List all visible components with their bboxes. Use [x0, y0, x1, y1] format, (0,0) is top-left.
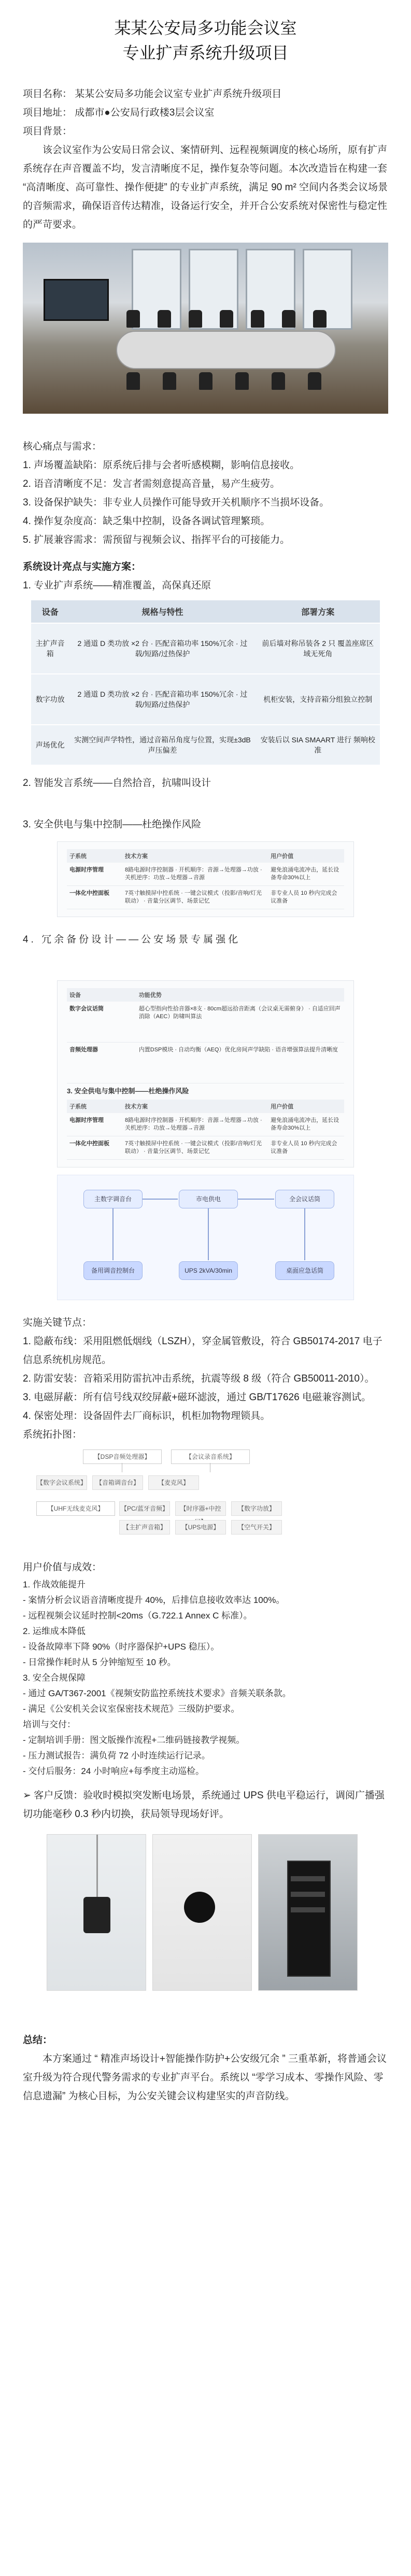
- need-item: 3. 设备保护缺失：非专业人员操作可能导致开关机顺序不当损坏设备。: [23, 497, 330, 508]
- topology-node: 【主扩声音箱】: [119, 1520, 170, 1535]
- flow-arrow: [238, 1199, 274, 1200]
- display-screen: [44, 279, 109, 321]
- speaker-spec-table: [31, 600, 380, 765]
- section-1-heading: 1. 专业扩声系统——精准覆盖，高保真还原: [23, 580, 211, 591]
- project-name: 项目名称： 某某公安局多功能会议室专业扩声系统升级项目: [23, 89, 282, 100]
- table-row: 电源时序管理 8路电源时序控制器 · 开机顺序：音源→处理器→功放 · 关机逆序：功放→处理器→音源 避免浪涌电流冲击，延长设备寿命30%以上: [67, 1113, 344, 1136]
- chair: [282, 310, 295, 328]
- chair: [126, 310, 140, 328]
- screenshot-subheading: 3. 安全供电与集中控制——杜绝操作风险: [67, 1087, 189, 1095]
- chair: [235, 372, 249, 390]
- value-item: 培训与交付：: [23, 1720, 76, 1729]
- value-item: - 设备故障率下降 90%（时序器保护+UPS 稳压）。: [23, 1642, 220, 1652]
- flow-node: 主数字调音台: [83, 1190, 143, 1208]
- topology-node: 【数字会议系统】: [36, 1475, 87, 1490]
- chair: [220, 310, 233, 328]
- value-item: 3. 安全合规保障: [23, 1673, 86, 1683]
- flow-arrow: [143, 1199, 178, 1200]
- table-row: 主扩声音箱 2 通道 D 类功放 ×2 台 · 匹配音箱功率 150%冗余 · 过载/短路/过热保护 前后墙对称吊装各 2 只 覆盖座席区域无死角: [31, 623, 380, 674]
- customer-feedback: ➢ 客户反馈：验收时模拟突发断电场景，系统通过 UPS 供电平稳运行，调阅广播强切功能毫秒 0.3 秒内切换，获局领导现场好评。: [23, 1790, 385, 1820]
- system-topology-diagram: [36, 1449, 375, 1531]
- tech-heading: 实施关键节点：: [23, 1317, 92, 1328]
- value-item: - 远程视频会议延时控制<20ms（G.722.1 Annex C 标准）。: [23, 1611, 252, 1621]
- value-item: - 通过 GA/T367-2001《视频安防监控系统技术要求》音频关联条款。: [23, 1688, 291, 1698]
- equipment-photos: [47, 1834, 364, 1990]
- chair: [189, 310, 202, 328]
- flow-arrow: [112, 1208, 114, 1260]
- chair: [251, 310, 264, 328]
- summary-heading: 总结：: [23, 2035, 53, 2046]
- value-item: - 定制培训手册：图文版操作流程+二维码链接教学视频。: [23, 1735, 245, 1745]
- need-item: 1. 声场覆盖缺陷：原系统后排与会者听感模糊，影响信息接收。: [23, 460, 300, 471]
- tech-item: 4. 保密处理：设备固件去厂商标识，机柜加物物理锁具。: [23, 1411, 271, 1421]
- flow-arrow: [304, 1208, 305, 1260]
- table-row: 数字会议话筒 超心型指向性拾音器×8支 · 80cm超远拾音距离（会议桌无需俯身） · 自适应回声消除（AEC）防啸叫算法: [67, 1002, 344, 1043]
- window-shape: [303, 249, 352, 330]
- power-control-screenshot: 子系统 技术方案 用户价值 电源时序管理 8路电源时序控制器 · 开机顺序：音源→处理器→功放 · 关机逆序：功放→处理器→音源 避免浪涌电流冲击，延长设备寿命30%以上 一体化中控面板 7英寸触摸屏中控系统 · 一键会议模式（投影/音响/灯光联动） · 音量分区调节、场景记忆 非专业人员 10 秒内完成会议准备: [57, 841, 354, 917]
- value-item: - 案情分析会议语音清晰度提升 40%，后排信息接收效率达 100%。: [23, 1595, 285, 1605]
- value-item: 1. 作战效能提升: [23, 1580, 86, 1589]
- wall-speaker-photo: [152, 1834, 252, 1991]
- redundancy-flow-diagram: [57, 1175, 354, 1300]
- need-item: 5. 扩展兼容需求：需预留与视频会议、指挥平台的可接能力。: [23, 534, 290, 545]
- value-item: - 满足《公安机关会议室保密技术规范》三级防护要求。: [23, 1704, 240, 1714]
- section-2-heading: 2. 智能发言系统——自然拾音，抗啸叫设计: [23, 778, 211, 789]
- value-item: - 交付后服务：24 小时响应+每季度主动巡检。: [23, 1766, 204, 1776]
- section-3-heading: 3. 安全供电与集中控制——杜绝操作风险: [23, 819, 202, 830]
- table-row: 音频处理器 内置DSP模块 · 自动均衡（AEQ）优化房间声学缺陷 · 语音增强算法提升清晰度: [67, 1043, 344, 1083]
- flow-node: 市电供电: [179, 1190, 238, 1208]
- solution-heading: 系统设计亮点与实施方案：: [23, 561, 141, 572]
- topology-heading: 系统拓扑图：: [23, 1429, 82, 1440]
- value-item: - 压力测试报告：满负荷 72 小时连续运行记录。: [23, 1751, 210, 1761]
- need-item: 2. 语音清晰度不足：发言者需刻意提高音量，易产生疲劳。: [23, 478, 280, 489]
- tech-item: 3. 电磁屏蔽：所有信号线双绞屏蔽+磁环滤波，通过 GB/T17626 电磁兼容测试。: [23, 1392, 371, 1403]
- flow-arrow: [208, 1208, 209, 1260]
- value-item: - 日常操作耗时从 5 分钟缩短至 10 秒。: [23, 1657, 176, 1667]
- value-item: 2. 运维成本降低: [23, 1626, 86, 1636]
- chair: [163, 372, 176, 390]
- conference-room-photo: [23, 243, 388, 414]
- ceiling-speaker-photo: [47, 1834, 146, 1991]
- table-row: 数字功放 2 通道 D 类功放 ×2 台 · 匹配音箱功率 150%冗余 · 过载/短路/过热保护 机柜安装，支持音箱分组独立控制: [31, 674, 380, 725]
- flow-node: UPS 2kVA/30min: [179, 1261, 238, 1280]
- table-header: 规格与特性: [69, 600, 256, 623]
- chair: [272, 372, 285, 390]
- chair: [308, 372, 321, 390]
- equipment-rack-photo: [258, 1834, 358, 1991]
- project-address: 项目地址： 成都市●公安局行政楼3层会议室: [23, 107, 215, 118]
- value-heading: 用户价值与成效：: [23, 1562, 102, 1573]
- chair: [199, 372, 212, 390]
- topology-node: 【DSP音频处理器】: [83, 1449, 162, 1464]
- page-title: 某某公安局多功能会议室: [114, 19, 297, 37]
- background-text: 该会议室作为公安局日常会议、案情研判、远程视频调度的核心场所，原有扩声系统存在声音覆盖不均，发言清晰度不足，操作复杂等问题。本次改造旨在构建一套 “高清晰度、高可靠性、操作便捷” 的专业扩声系统，满足 90 m² 空间内各类会议场景的音频需求，确保语音传达精准，设备运行安全，并开合公安系统对保密性与稳定性的严苛要求。: [23, 145, 388, 230]
- topology-node: 【UHF无线麦克风】: [36, 1501, 115, 1516]
- topology-node: 【数字功放】: [231, 1501, 282, 1516]
- flow-node: 备用调音控制台: [83, 1261, 143, 1280]
- page-subtitle: 专业扩声系统升级项目: [122, 44, 289, 62]
- conference-table: [116, 331, 336, 369]
- topology-node: 【麦克风】: [148, 1475, 199, 1490]
- summary-text: 本方案通过 “ 精准声场设计+智能操作防护+公安级冗余 ” 三重革新，将普通会议室升级为符合现代警务需求的专业扩声平台。系统以 “零学习成本、零操作风险、零信息遗漏” 为核心目标，为公安关键会议构建坚实的声音防线。: [23, 2053, 387, 2102]
- table-row: 一体化中控面板 7英寸触摸屏中控系统 · 一键会议模式（投影/音响/灯光联动） · 音量分区调节、场景记忆 非专业人员 10 秒内完成会议准备: [67, 1136, 344, 1160]
- flow-node: 全会议话筒: [275, 1190, 334, 1208]
- background-label: 项目背景：: [23, 126, 73, 137]
- table-row: 声场优化 实测空间声学特性，通过音箱吊角度与位置，实现±3dB 声压偏差 安装后以 SIA SMAART 进行 频响校准: [31, 725, 380, 765]
- tech-item: 1. 隐蔽布线：采用阻燃低烟线（LSZH），穿金属管敷设，符合 GB50174-2017 电子信息系统机房规范。: [23, 1336, 382, 1366]
- topology-node: 【UPS电源】: [175, 1520, 226, 1535]
- topology-node: 【空气开关】: [231, 1520, 282, 1535]
- topology-node: 【时序器+中控: [175, 1501, 226, 1516]
- needs-heading: 核心痛点与需求：: [23, 441, 102, 452]
- topology-node: 【PC/蓝牙音频】: [119, 1501, 170, 1516]
- chair: [158, 310, 171, 328]
- chair: [313, 310, 327, 328]
- topology-node: 【音箱调音台】: [92, 1475, 143, 1490]
- redundancy-screenshot: 设备 功能优势 数字会议话筒 超心型指向性拾音器×8支 · 80cm超远拾音距离（会议桌无需俯身） · 自适应回声消除（AEC）防啸叫算法 音频处理器 内置DSP模块 · 自动均衡（AEQ）优化房间声学缺陷 · 语音增强算法提升清晰度 3. 安全供电与集中控制——杜绝操作风险 子系统 技术方案 用户价值 电源时序管理 8路电源时序控制器 · 开机顺序：音源→处理器→功放 · 关机逆序：功放→处理器→音源 避免浪涌电流冲击，延长设备寿命30%以上 一体化中控面板 7英寸触摸屏中控系统 · 一键会议模式（投影/音响/灯光联动） · 音量分区调节、场景记忆 非专业人员 10 秒内完成会议准备: [57, 980, 354, 1167]
- section-4-heading: 4. 冗余备份设计——公安场景专属强化: [23, 934, 241, 945]
- need-item: 4. 操作复杂度高：缺乏集中控制，设备各调试管理繁琐。: [23, 516, 271, 527]
- tech-item: 2. 防雷安装：音箱采用防雷抗冲击系统，抗震等级 8 级（符合 GB50011-2010）。: [23, 1373, 375, 1384]
- topology-node: 【会议录音系统】: [171, 1449, 250, 1464]
- table-row: 电源时序管理 8路电源时序控制器 · 开机顺序：音源→处理器→功放 · 关机逆序：功放→处理器→音源 避免浪涌电流冲击，延长设备寿命30%以上: [67, 863, 344, 886]
- flow-node: 桌面应急话筒: [275, 1261, 334, 1280]
- table-header: 部署方案: [256, 600, 380, 623]
- table-header: 设备: [31, 600, 69, 623]
- chair: [126, 372, 140, 390]
- table-row: 一体化中控面板 7英寸触摸屏中控系统 · 一键会议模式（投影/音响/灯光联动） · 音量分区调节、场景记忆 非专业人员 10 秒内完成会议准备: [67, 886, 344, 909]
